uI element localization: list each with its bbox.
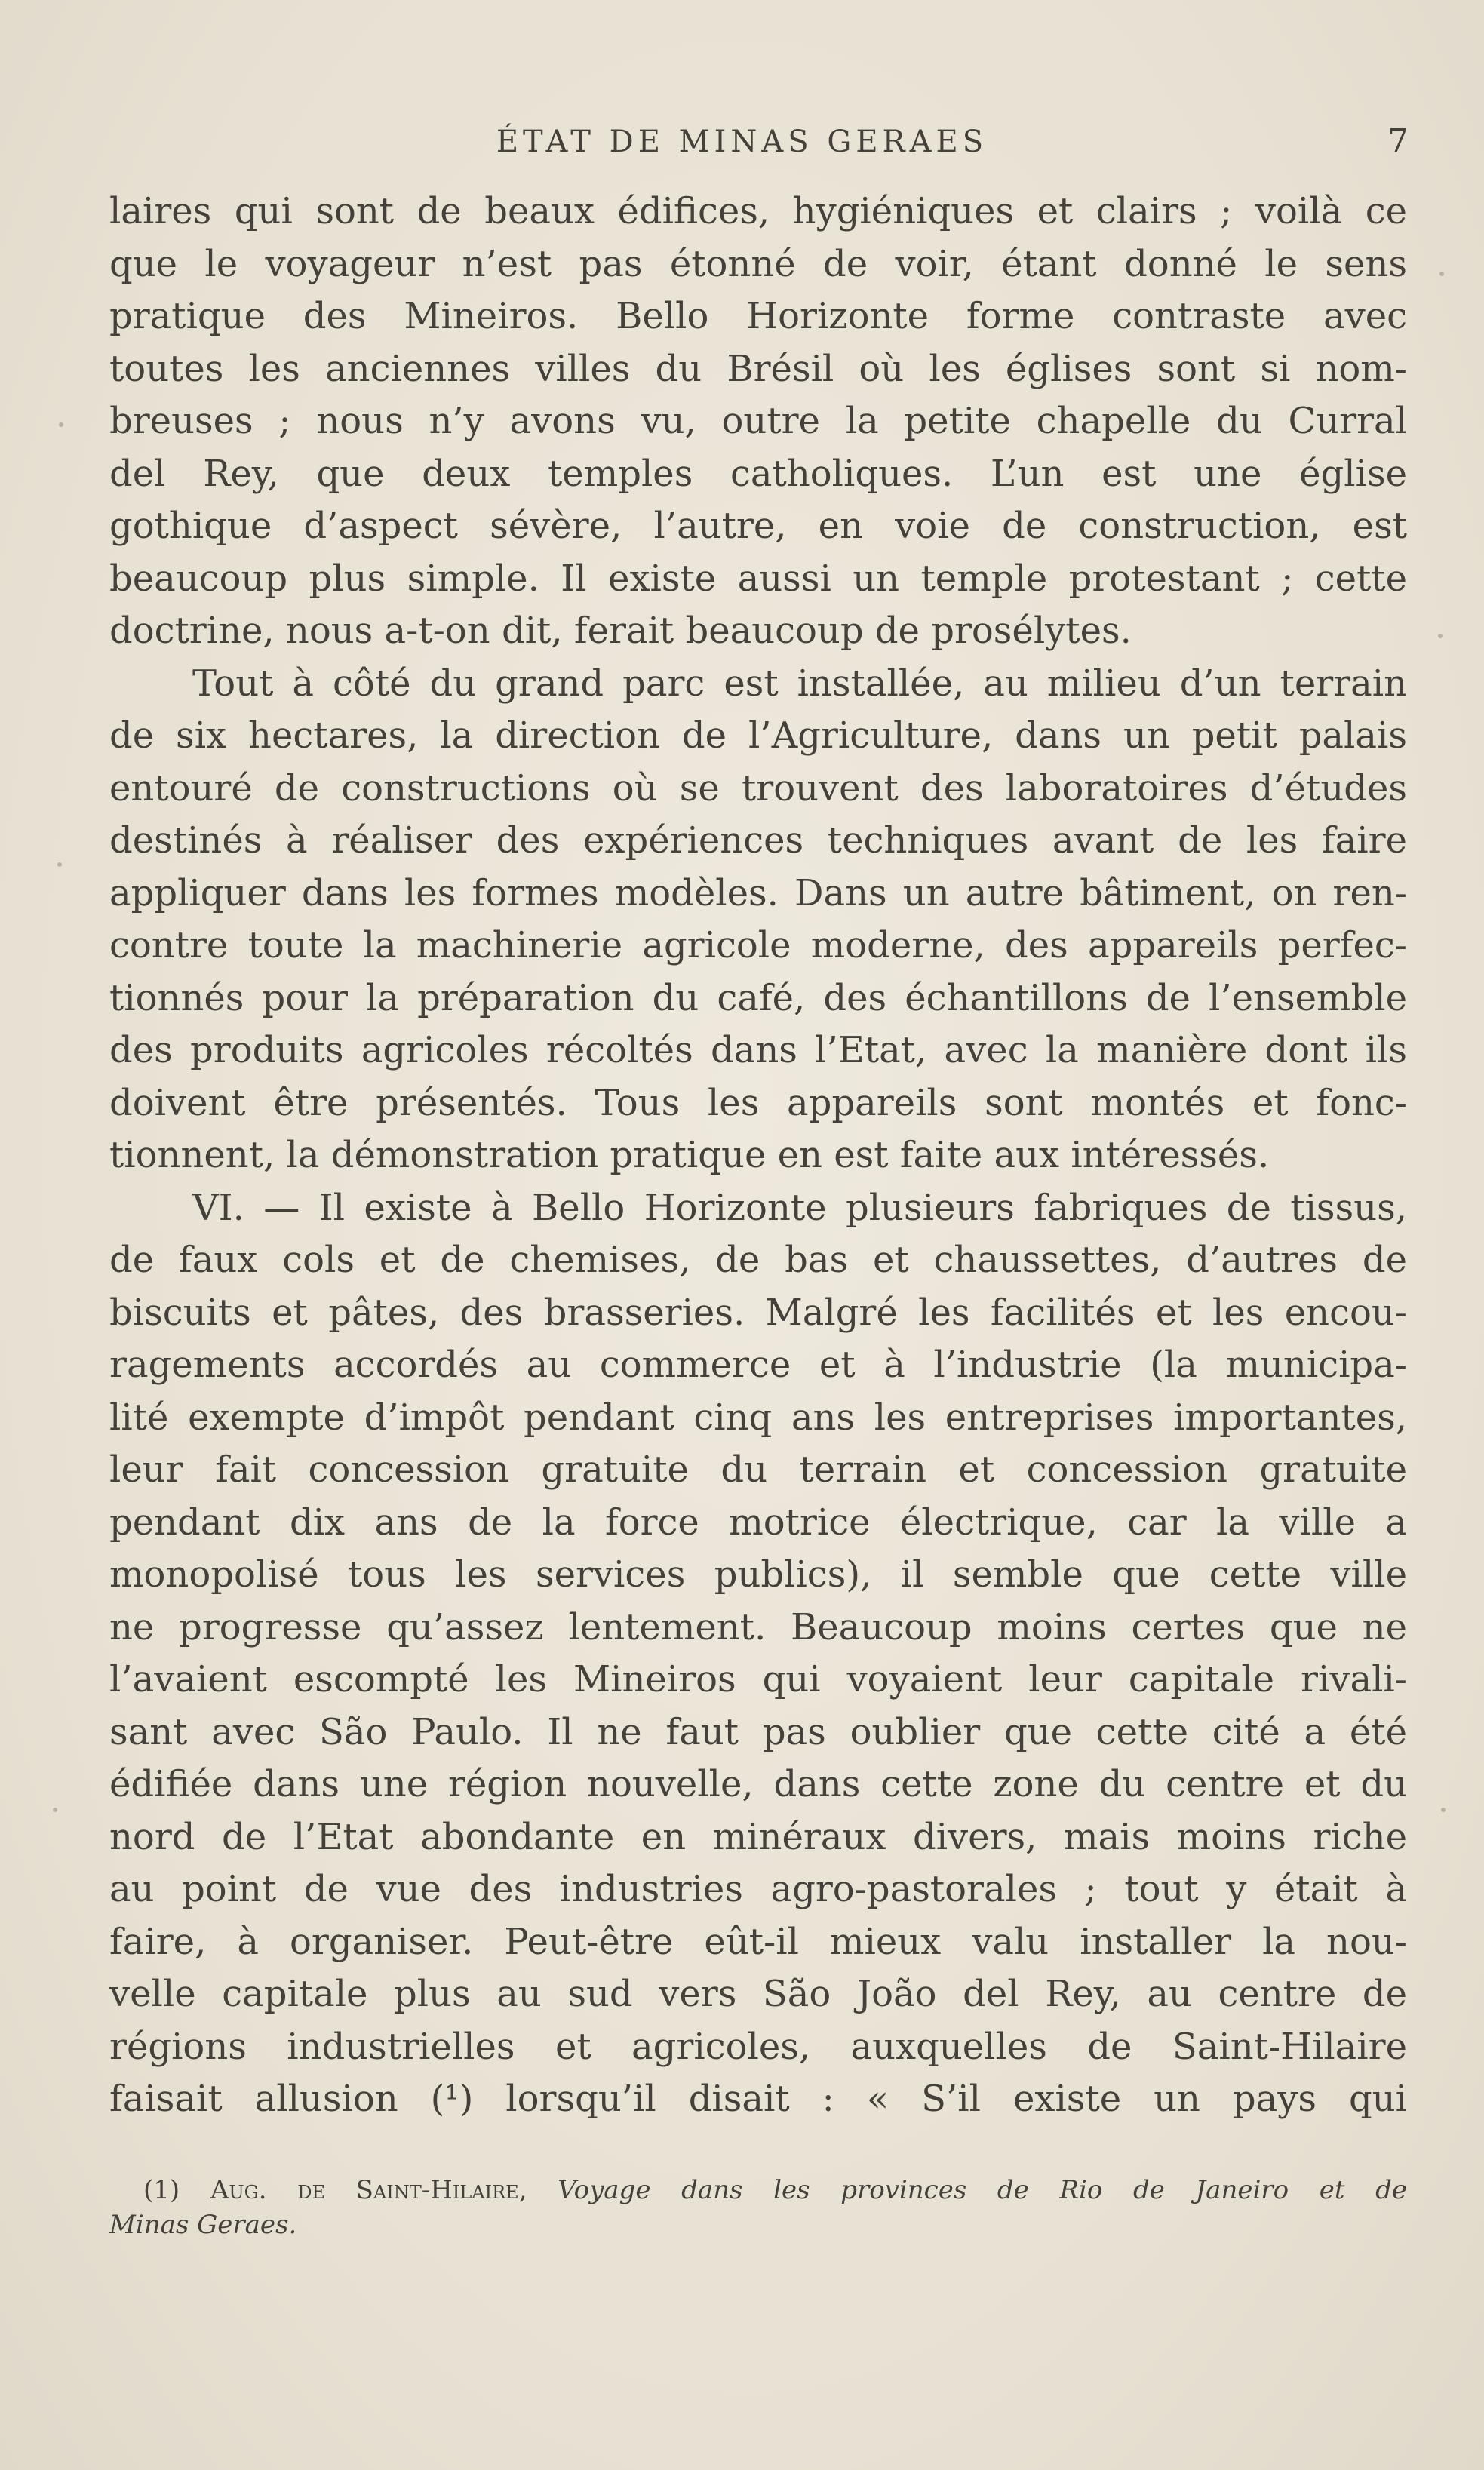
text-line: entouré de constructions où se trouvent des laboratoires d’études: [109, 766, 1407, 810]
text-line: leur fait concession gratuite du terrain et concession gratuite: [109, 1449, 1407, 1491]
paper-speck: [53, 1808, 57, 1812]
text-line: velle capitale plus au sud vers São João del Rey, au centre de: [109, 1973, 1407, 2015]
text-line: VI. — Il existe à Bello Horizonte plusieurs fabriques de tissus,: [192, 1186, 1407, 1229]
text-line: de six hectares, la direction de l’Agriculture, dans un petit palais: [109, 714, 1407, 757]
running-title: ÉTAT DE MINAS GERAES: [496, 124, 988, 159]
text-line: ne progresse qu’assez lentement. Beaucoup moins certes que ne: [109, 1605, 1407, 1648]
text-line: lité exempte d’impôt pendant cinq ans les entreprises importantes,: [109, 1396, 1407, 1439]
text-line: breuses ; nous n’y avons vu, outre la petite chapelle du Curral: [109, 400, 1407, 442]
text-line: au point de vue des industries agro-pastorales ; tout y était à: [109, 1868, 1407, 1910]
text-line: doivent être présentés. Tous les appareils sont montés et fonc-: [109, 1081, 1407, 1124]
text-line: destinés à réaliser des expériences techniques avant de les faire: [109, 819, 1407, 862]
text-line: faisait allusion (¹) lorsqu’il disait : « S’il existe un pays qui: [109, 2078, 1407, 2120]
footnote-line: [109, 2173, 1407, 2207]
text-line: del Rey, que deux temples catholiques. L’un est une église: [109, 452, 1407, 495]
text-line: toutes les anciennes villes du Brésil où les églises sont si nom-: [109, 347, 1407, 390]
text-line: tionnés pour la préparation du café, des échantillons de l’ensemble: [109, 976, 1407, 1019]
text-line: pratique des Mineiros. Bello Horizonte forme contraste avec: [109, 295, 1407, 337]
text-line: Tout à côté du grand parc est installée, au milieu d’un terrain: [192, 662, 1407, 705]
footnote-title: Voyage dans les provinces de Rio de Janeiro et de: [558, 2175, 1407, 2205]
paper-speck: [57, 862, 62, 867]
footnote-author: Aug. de Saint-Hilaire,: [210, 2175, 527, 2205]
text-line: régions industrielles et agricoles, auxquelles de Saint-Hilaire: [109, 2025, 1407, 2068]
footnote: [109, 2173, 1407, 2242]
text-line: laires qui sont de beaux édifices, hygiéniques et clairs ; voilà ce: [109, 190, 1407, 232]
paper-speck: [1441, 1808, 1446, 1812]
paper-speck: [59, 422, 63, 427]
text-line: faire, à organiser. Peut-être eût-il mieux valu installer la nou-: [109, 1920, 1407, 1963]
text-line: l’avaient escompté les Mineiros qui voyaient leur capitale rivali-: [109, 1658, 1407, 1700]
paper-speck: [1439, 272, 1444, 276]
text-line: monopolisé tous les services publics), il semble que cette ville: [109, 1553, 1407, 1596]
text-line: ragements accordés au commerce et à l’industrie (la municipa-: [109, 1344, 1407, 1386]
page-number: 7: [1387, 122, 1409, 161]
text-line: édifiée dans une région nouvelle, dans cette zone du centre et du: [109, 1763, 1407, 1805]
footnote-title-continued: Minas Geraes.: [109, 2210, 297, 2240]
text-line: biscuits et pâtes, des brasseries. Malgré les facilités et les encou-: [109, 1291, 1407, 1334]
text-line: nord de l’Etat abondante en minéraux divers, mais moins riche: [109, 1815, 1407, 1858]
footnote-mark: (1): [143, 2175, 180, 2205]
text-line: beaucoup plus simple. Il existe aussi un temple protestant ; cette: [109, 557, 1407, 600]
text-line: tionnent, la démonstration pratique en est faite aux intéressés.: [109, 1134, 1270, 1176]
footnote-line: [109, 2207, 1407, 2242]
text-line: appliquer dans les formes modèles. Dans un autre bâtiment, on ren-: [109, 871, 1407, 914]
text-line: gothique d’aspect sévère, l’autre, en voie de construction, est: [109, 505, 1407, 547]
text-line: que le voyageur n’est pas étonné de voir, étant donné le sens: [109, 242, 1407, 285]
text-line: de faux cols et de chemises, de bas et chaussettes, d’autres de: [109, 1239, 1407, 1281]
body-text: [109, 186, 1407, 2126]
text-line: pendant dix ans de la force motrice électrique, car la ville a: [109, 1501, 1407, 1544]
running-head: [0, 119, 1484, 164]
text-line: contre toute la machinerie agricole moderne, des appareils perfec-: [109, 924, 1407, 966]
text-line: des produits agricoles récoltés dans l’Etat, avec la manière dont ils: [109, 1029, 1407, 1071]
paper-speck: [1438, 634, 1443, 638]
text-line: doctrine, nous a-t-on dit, ferait beaucoup de prosélytes.: [109, 610, 1132, 652]
text-line: sant avec São Paulo. Il ne faut pas oublier que cette cité a été: [109, 1710, 1407, 1753]
